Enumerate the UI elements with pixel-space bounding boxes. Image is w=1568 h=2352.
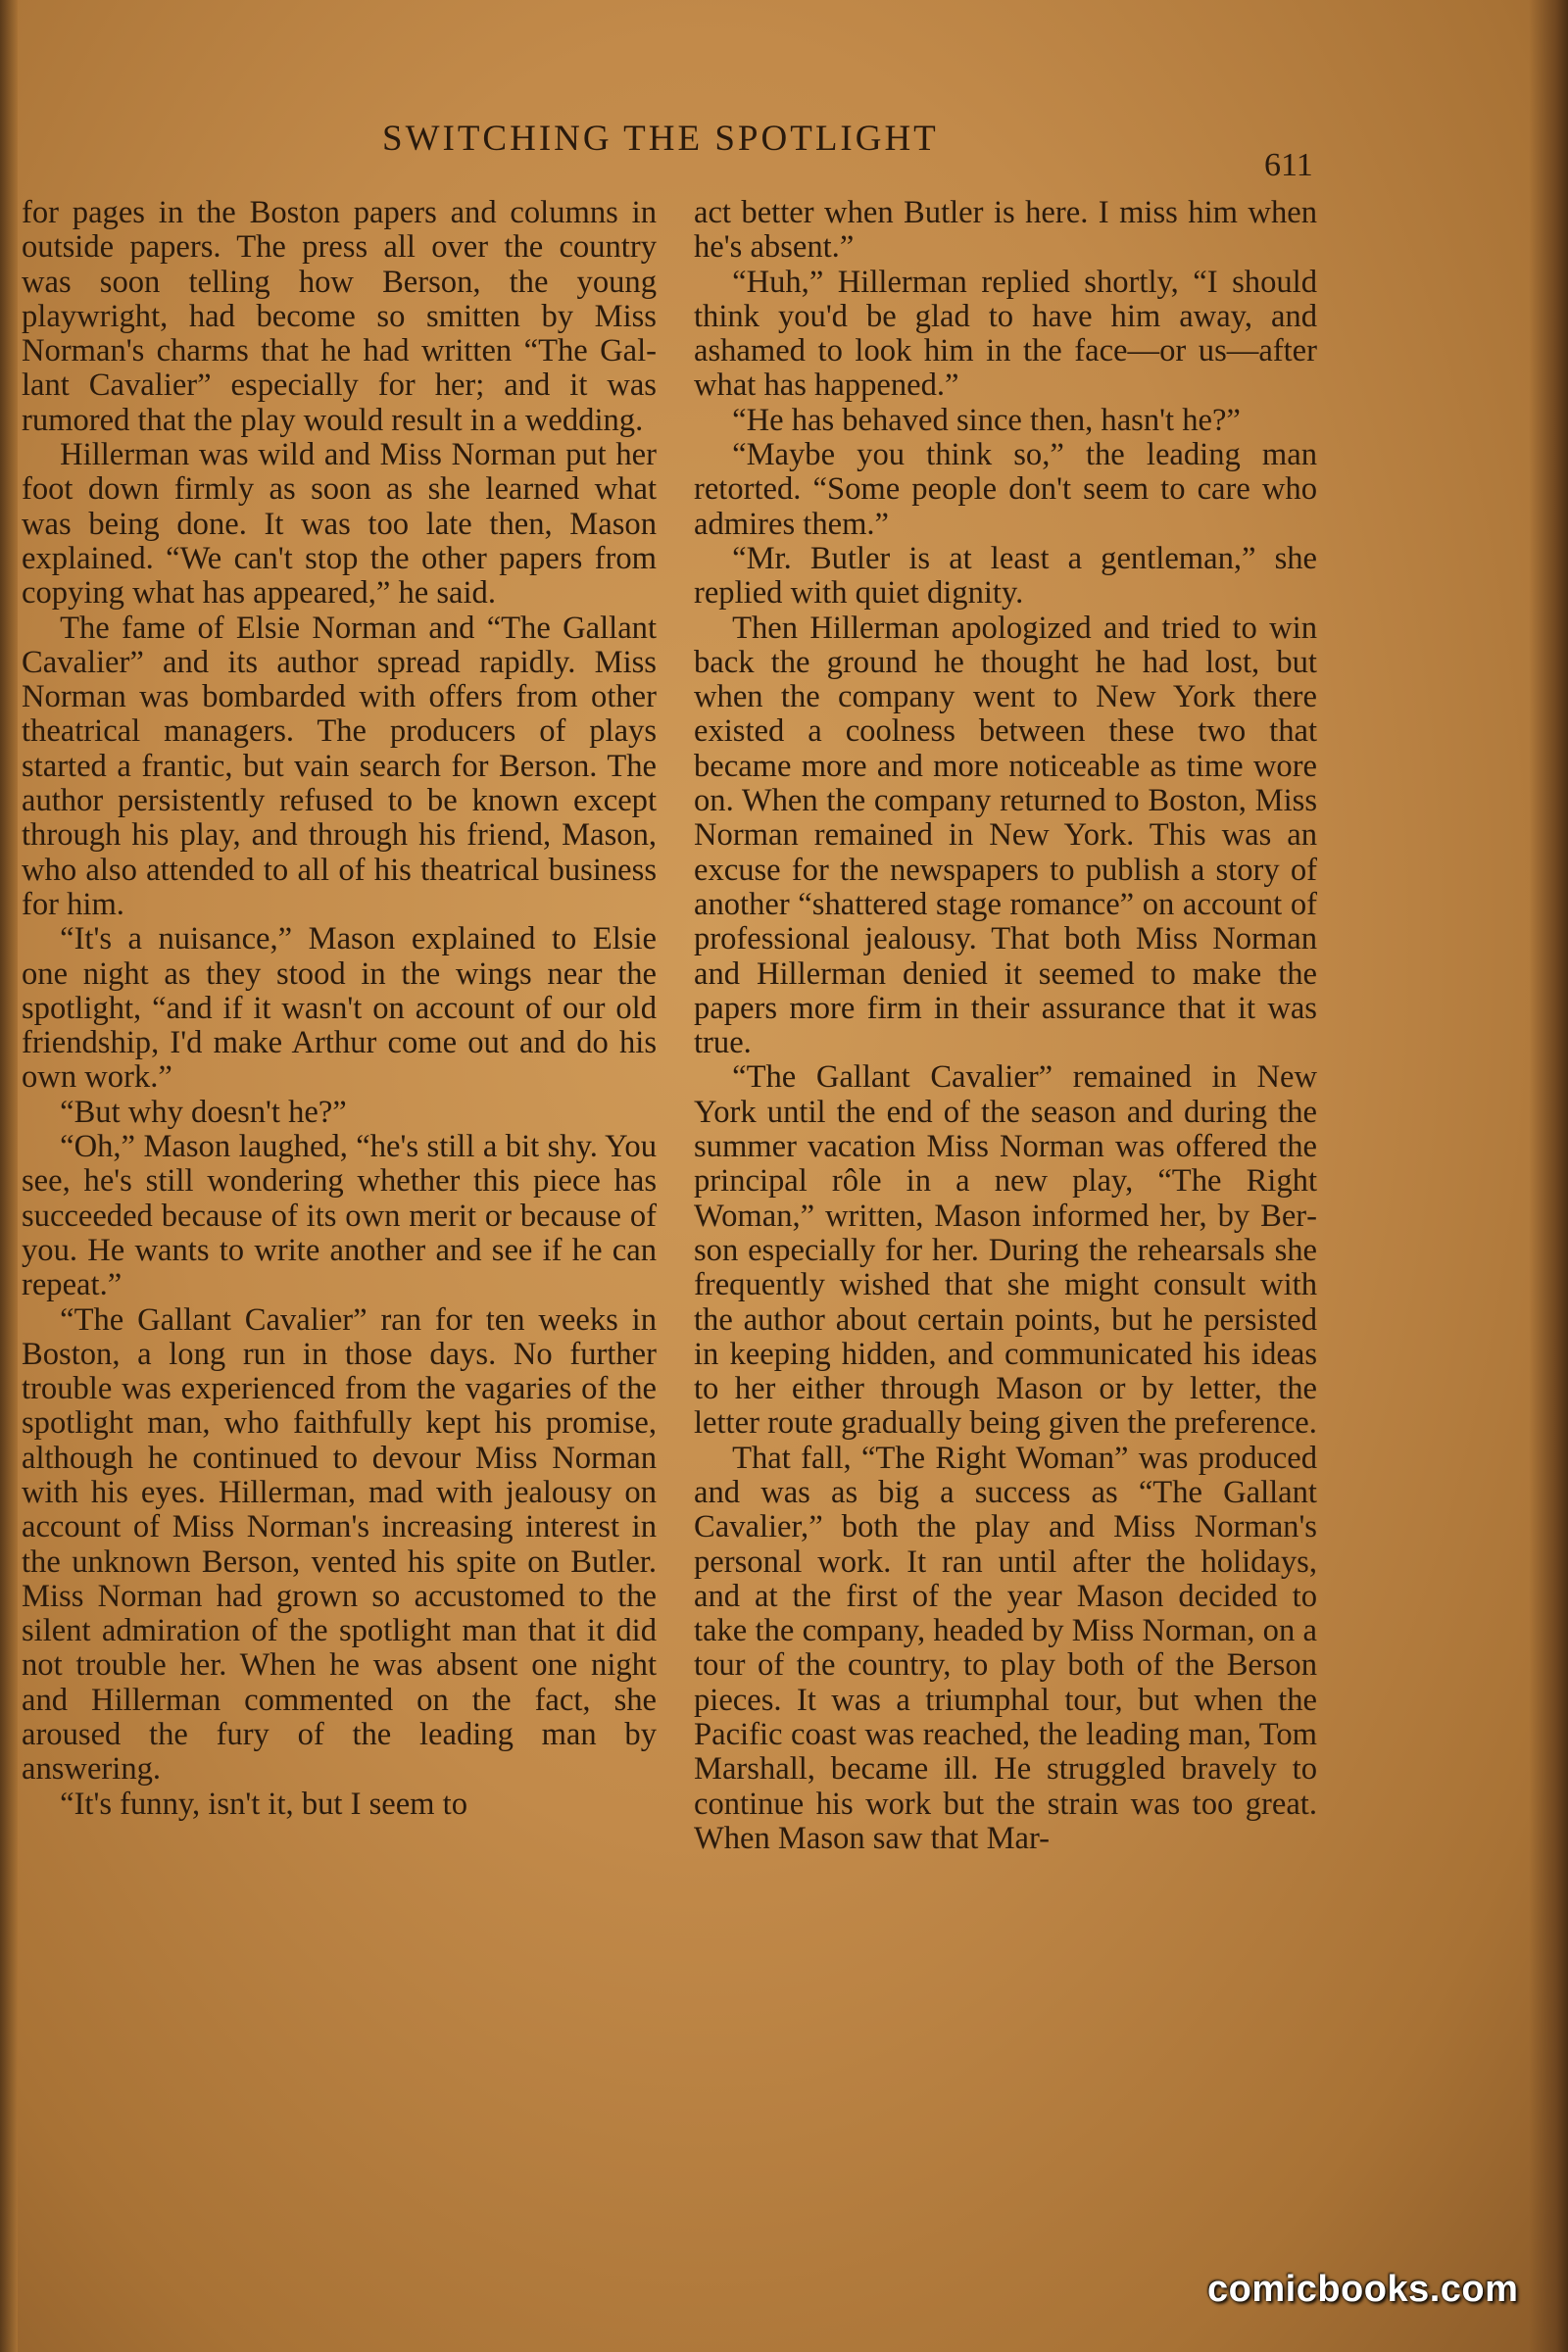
running-head: SWITCHING THE SPOTLIGHT xyxy=(382,119,939,159)
paragraph: “The Gallant Cavalier” ran for ten weeks in Boston, a long run in those days. No further trouble was experienced from the vagaries of the spotlight man, who faithfully kept his promise, although he continued to devour Miss Norman with his eyes. Hillerman, mad with jealousy on account of Miss Norman's increasing interest in the unknown Berson, vented his spite on Butler. Miss Norman had grown so accustomed to the silent admiration of the spotlight man that it did not trouble her. When he was absent one night and Hillerman commented on the fact, she aroused the fury of the leading man by answering. xyxy=(22,1301,657,1788)
paragraph: “Mr. Butler is at least a gentleman,” she replied with quiet dignity. xyxy=(694,540,1317,612)
paragraph: Hillerman was wild and Miss Norman put her foot down firmly as soon as she learned what was being done. It was too late then, Mason explained. “We can't stop the other papers from copying what has appeared,” he said. xyxy=(22,437,657,612)
paragraph: “The Gallant Cavalier” remained in New York until the end of the season and during the summer vacation Miss Norman was offered the principal rôle in a new play, “The Right Woman,” written, Mason informed her, by Berson especially for her. During the rehearsals she frequently wished that she might consult with the author about certain points, but he persisted in keeping hidden, and communicated his ideas to her either through Mason or by letter, the letter route gradually being given the preference. xyxy=(694,1059,1317,1442)
page-right-edge xyxy=(1529,0,1568,2352)
paragraph: act better when Butler is here. I miss him when he's absent.” xyxy=(694,195,1317,266)
paragraph: “It's funny, isn't it, but I seem to xyxy=(60,1786,468,1822)
site-watermark: comicbooks.com xyxy=(1207,2269,1519,2310)
page-spine-shadow xyxy=(0,0,18,2352)
left-text-column xyxy=(22,196,657,2146)
paragraph: “It's a nuisance,” Mason explained to Elsie one night as they stood in the wings near the spotlight, “and if it wasn't on account of our old friendship, I'd make Arthur come out and do his own work.” xyxy=(22,921,657,1096)
paragraph: for pages in the Boston papers and columns in outside papers. The press all over the country was soon telling how Berson, the young playwright, had become so smitten by Miss Norman's charms that he had written “The Gallant Cavalier” especially for her; and it was rumored that the play would result in a wedding. xyxy=(22,195,657,438)
paragraph: “But why doesn't he?” xyxy=(60,1094,347,1130)
paragraph: Then Hillerman apologized and tried to win back the ground he thought he had lost, but when the company went to New York there existed a coolness between these two that became more and more noticeable as time wore on. When the company returned to Boston, Miss Norman remained in New York. This was an excuse for the newspapers to publish a story of another “shattered stage romance” on account of professional jealousy. That both Miss Norman and Hillerman denied it seemed to make the papers more firm in their assurance that it was true. xyxy=(694,610,1317,1061)
right-text-column xyxy=(694,196,1317,2146)
paragraph: That fall, “The Right Woman” was produced and was as big a success as “The Gallant Cavalier,” both the play and Miss Norman's personal work. It ran until after the holidays, and at the first of the year Mason decided to take the company, headed by Miss Norman, on a tour of the country, to play both of the Berson pieces. It was a triumphal tour, but when the Pacific coast was reached, the leading man, Tom Marshall, became ill. He struggled bravely to continue his work but the strain was too great. When Mason saw that Mar- xyxy=(694,1440,1317,1856)
paragraph: “Oh,” Mason laughed, “he's still a bit shy. You see, he's still wondering whether this piece has succeeded because of its own merit or because of you. He wants to write another and see if he can repeat.” xyxy=(22,1129,657,1303)
paragraph: The fame of Elsie Norman and “The Gallant Cavalier” and its author spread rapidly. Miss Norman was bombarded with offers from other theatrical managers. The producers of plays started a frantic, but vain search for Berson. The author persistently refused to be known except through his play, and through his friend, Mason, who also attended to all of his theatrical business for him. xyxy=(22,610,657,922)
page-number: 611 xyxy=(1264,147,1313,183)
paragraph: “He has behaved since then, hasn't he?” xyxy=(732,402,1241,438)
paragraph: “Maybe you think so,” the leading man retorted. “Some people don't seem to care who admires them.” xyxy=(694,437,1317,542)
paragraph: “Huh,” Hillerman replied shortly, “I should think you'd be glad to have him away, and ashamed to look him in the face—or us—after what has happened.” xyxy=(694,264,1317,404)
